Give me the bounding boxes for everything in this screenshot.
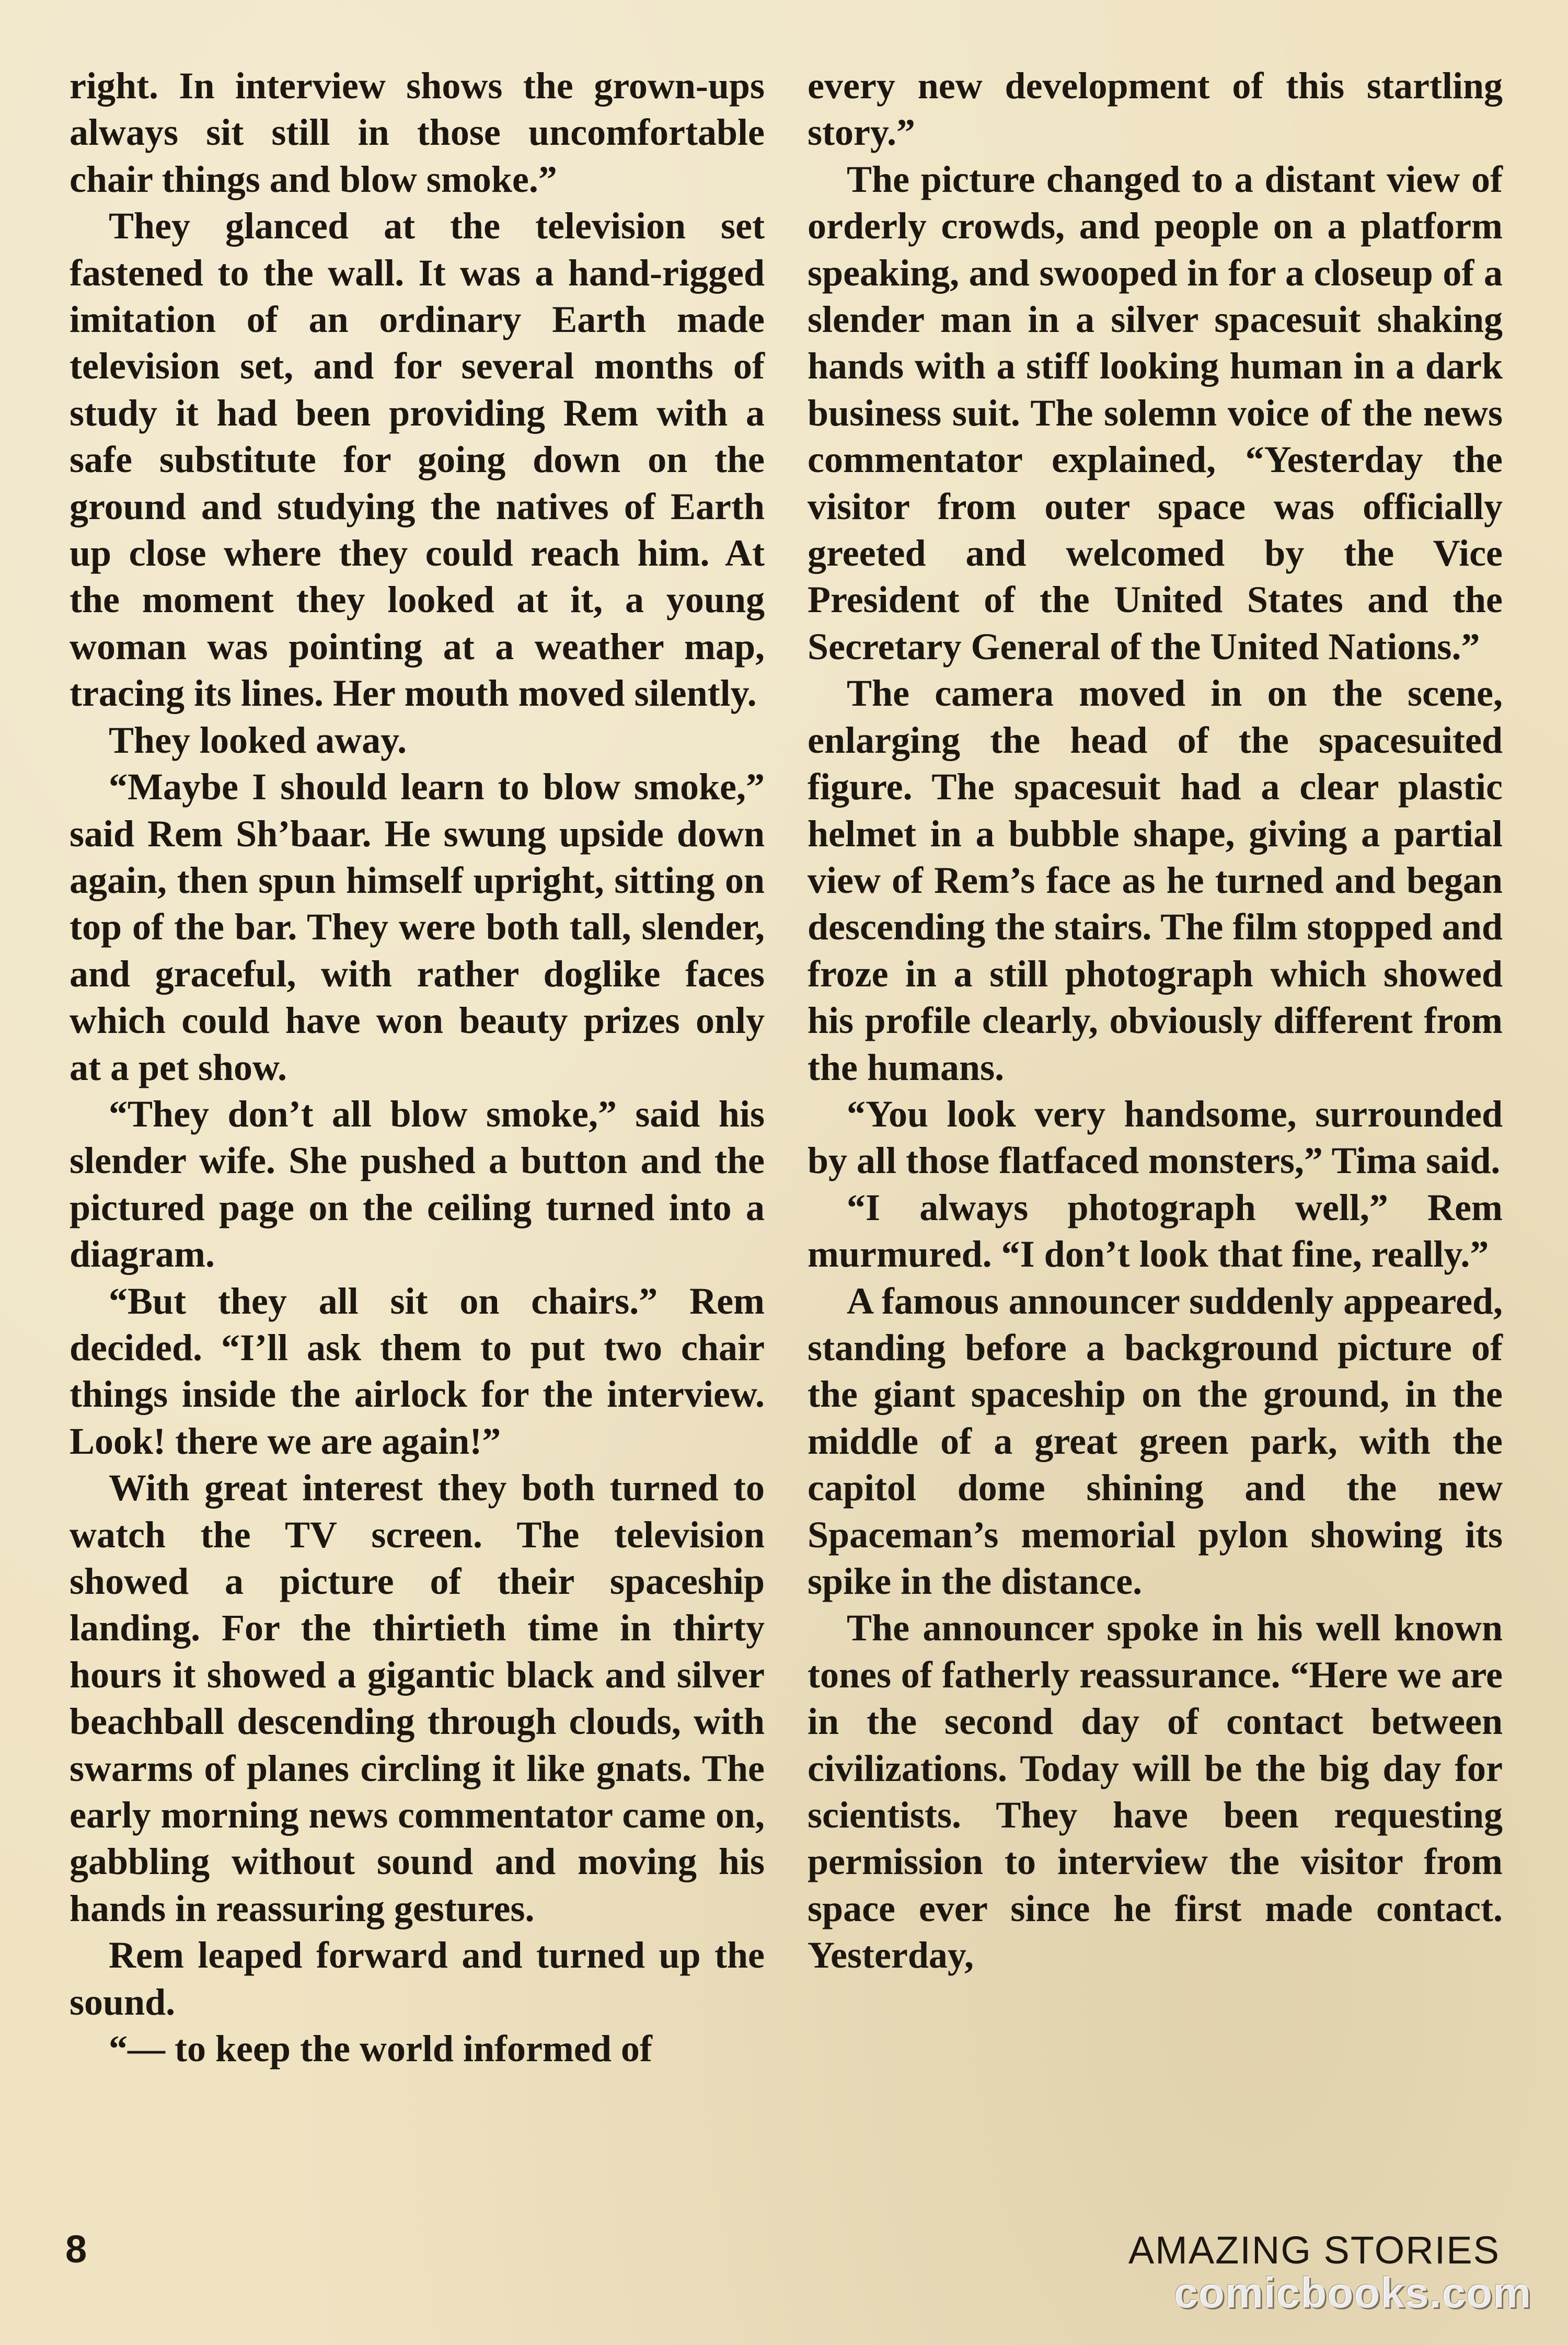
paragraph: “But they all sit on chairs.” Rem decided. “I’ll ask them to put two chair things inside the airlock for the interview. Look! there we are again!” [70, 1280, 765, 1462]
page-number: 8 [65, 2227, 87, 2271]
paragraph: “— to keep the world informed of [109, 2028, 652, 2070]
site-watermark: comicbooks.com [1174, 2269, 1531, 2317]
paragraph: They glanced at the television set fastened to the wall. It was a hand-rigged imitation of an ordinary Earth made television set, and for several months of study it had been providing Rem with a safe substitute for going down on the ground and studying the natives of Earth up close where they could reach him. At the moment they looked at it, a young woman was pointing at a weather map, tracing its lines. Her mouth moved silently. [70, 205, 765, 715]
paragraph: right. In interview shows the grown-ups always sit still in those uncomfortable chair things and blow smoke.” [70, 65, 765, 200]
paragraph: Rem leaped forward and turned up the sound. [70, 1934, 765, 2023]
paragraph: A famous announcer suddenly appeared, standing before a background picture of the giant spaceship on the ground, in the middle of a great green park, with the capitol dome shining and the new Spaceman’s memorial pylon showing its spike in the distance. [808, 1280, 1503, 1602]
paragraph: They looked away. [109, 719, 407, 761]
paragraph: The camera moved in on the scene, enlarging the head of the spacesuited figure. The spacesuit had a clear plastic helmet in a bubble shape, giving a partial view of Rem’s face as he turned and began descending the stairs. The film stopped and froze in a still photograph which showed his profile clearly, obviously different from the humans. [808, 672, 1503, 1088]
paragraph: every new development of this startling story.” [808, 65, 1503, 154]
paragraph: “Maybe I should learn to blow smoke,” said Rem Sh’baar. He swung upside down again, then spun himself upright, sitting on top of the bar. They were both tall, slender, and graceful, with rather doglike faces which could have won beauty prizes only at a pet show. [70, 766, 765, 1088]
paragraph: The announcer spoke in his well known tones of fatherly reassurance. “Here we are in the second day of contact between civilizations. Today will be the big day for scientists. They have been requesting permission to interview the visitor from space ever since he first made contact. Yesterday, [808, 1607, 1503, 1976]
paragraph: “You look very handsome, surrounded by all those flatfaced monsters,” Tima said. [808, 1093, 1503, 1182]
magazine-title: AMAZING STORIES [1128, 2228, 1500, 2272]
left-text-column [70, 63, 765, 2072]
right-text-column [808, 63, 1503, 1979]
paragraph: “They don’t all blow smoke,” said his slender wife. She pushed a button and the pictured page on the ceiling turned into a diagram. [70, 1093, 765, 1275]
paragraph: The picture changed to a distant view of orderly crowds, and people on a platform speaking, and swooped in for a closeup of a slender man in a silver spacesuit shaking hands with a stiff looking human in a dark business suit. The solemn voice of the news commentator explained, “Yesterday the visitor from outer space was officially greeted and welcomed by the Vice President of the United States and the Secretary General of the United Nations.” [808, 158, 1503, 668]
paragraph: With great interest they both turned to watch the TV screen. The television showed a picture of their spaceship landing. For the thirtieth time in thirty hours it showed a gigantic black and silver beachball descending through clouds, with swarms of planes circling it like gnats. The early morning news commentator came on, gabbling without sound and moving his hands in reassuring gestures. [70, 1467, 765, 1929]
paragraph: “I always photograph well,” Rem murmured. “I don’t look that fine, really.” [808, 1186, 1503, 1275]
